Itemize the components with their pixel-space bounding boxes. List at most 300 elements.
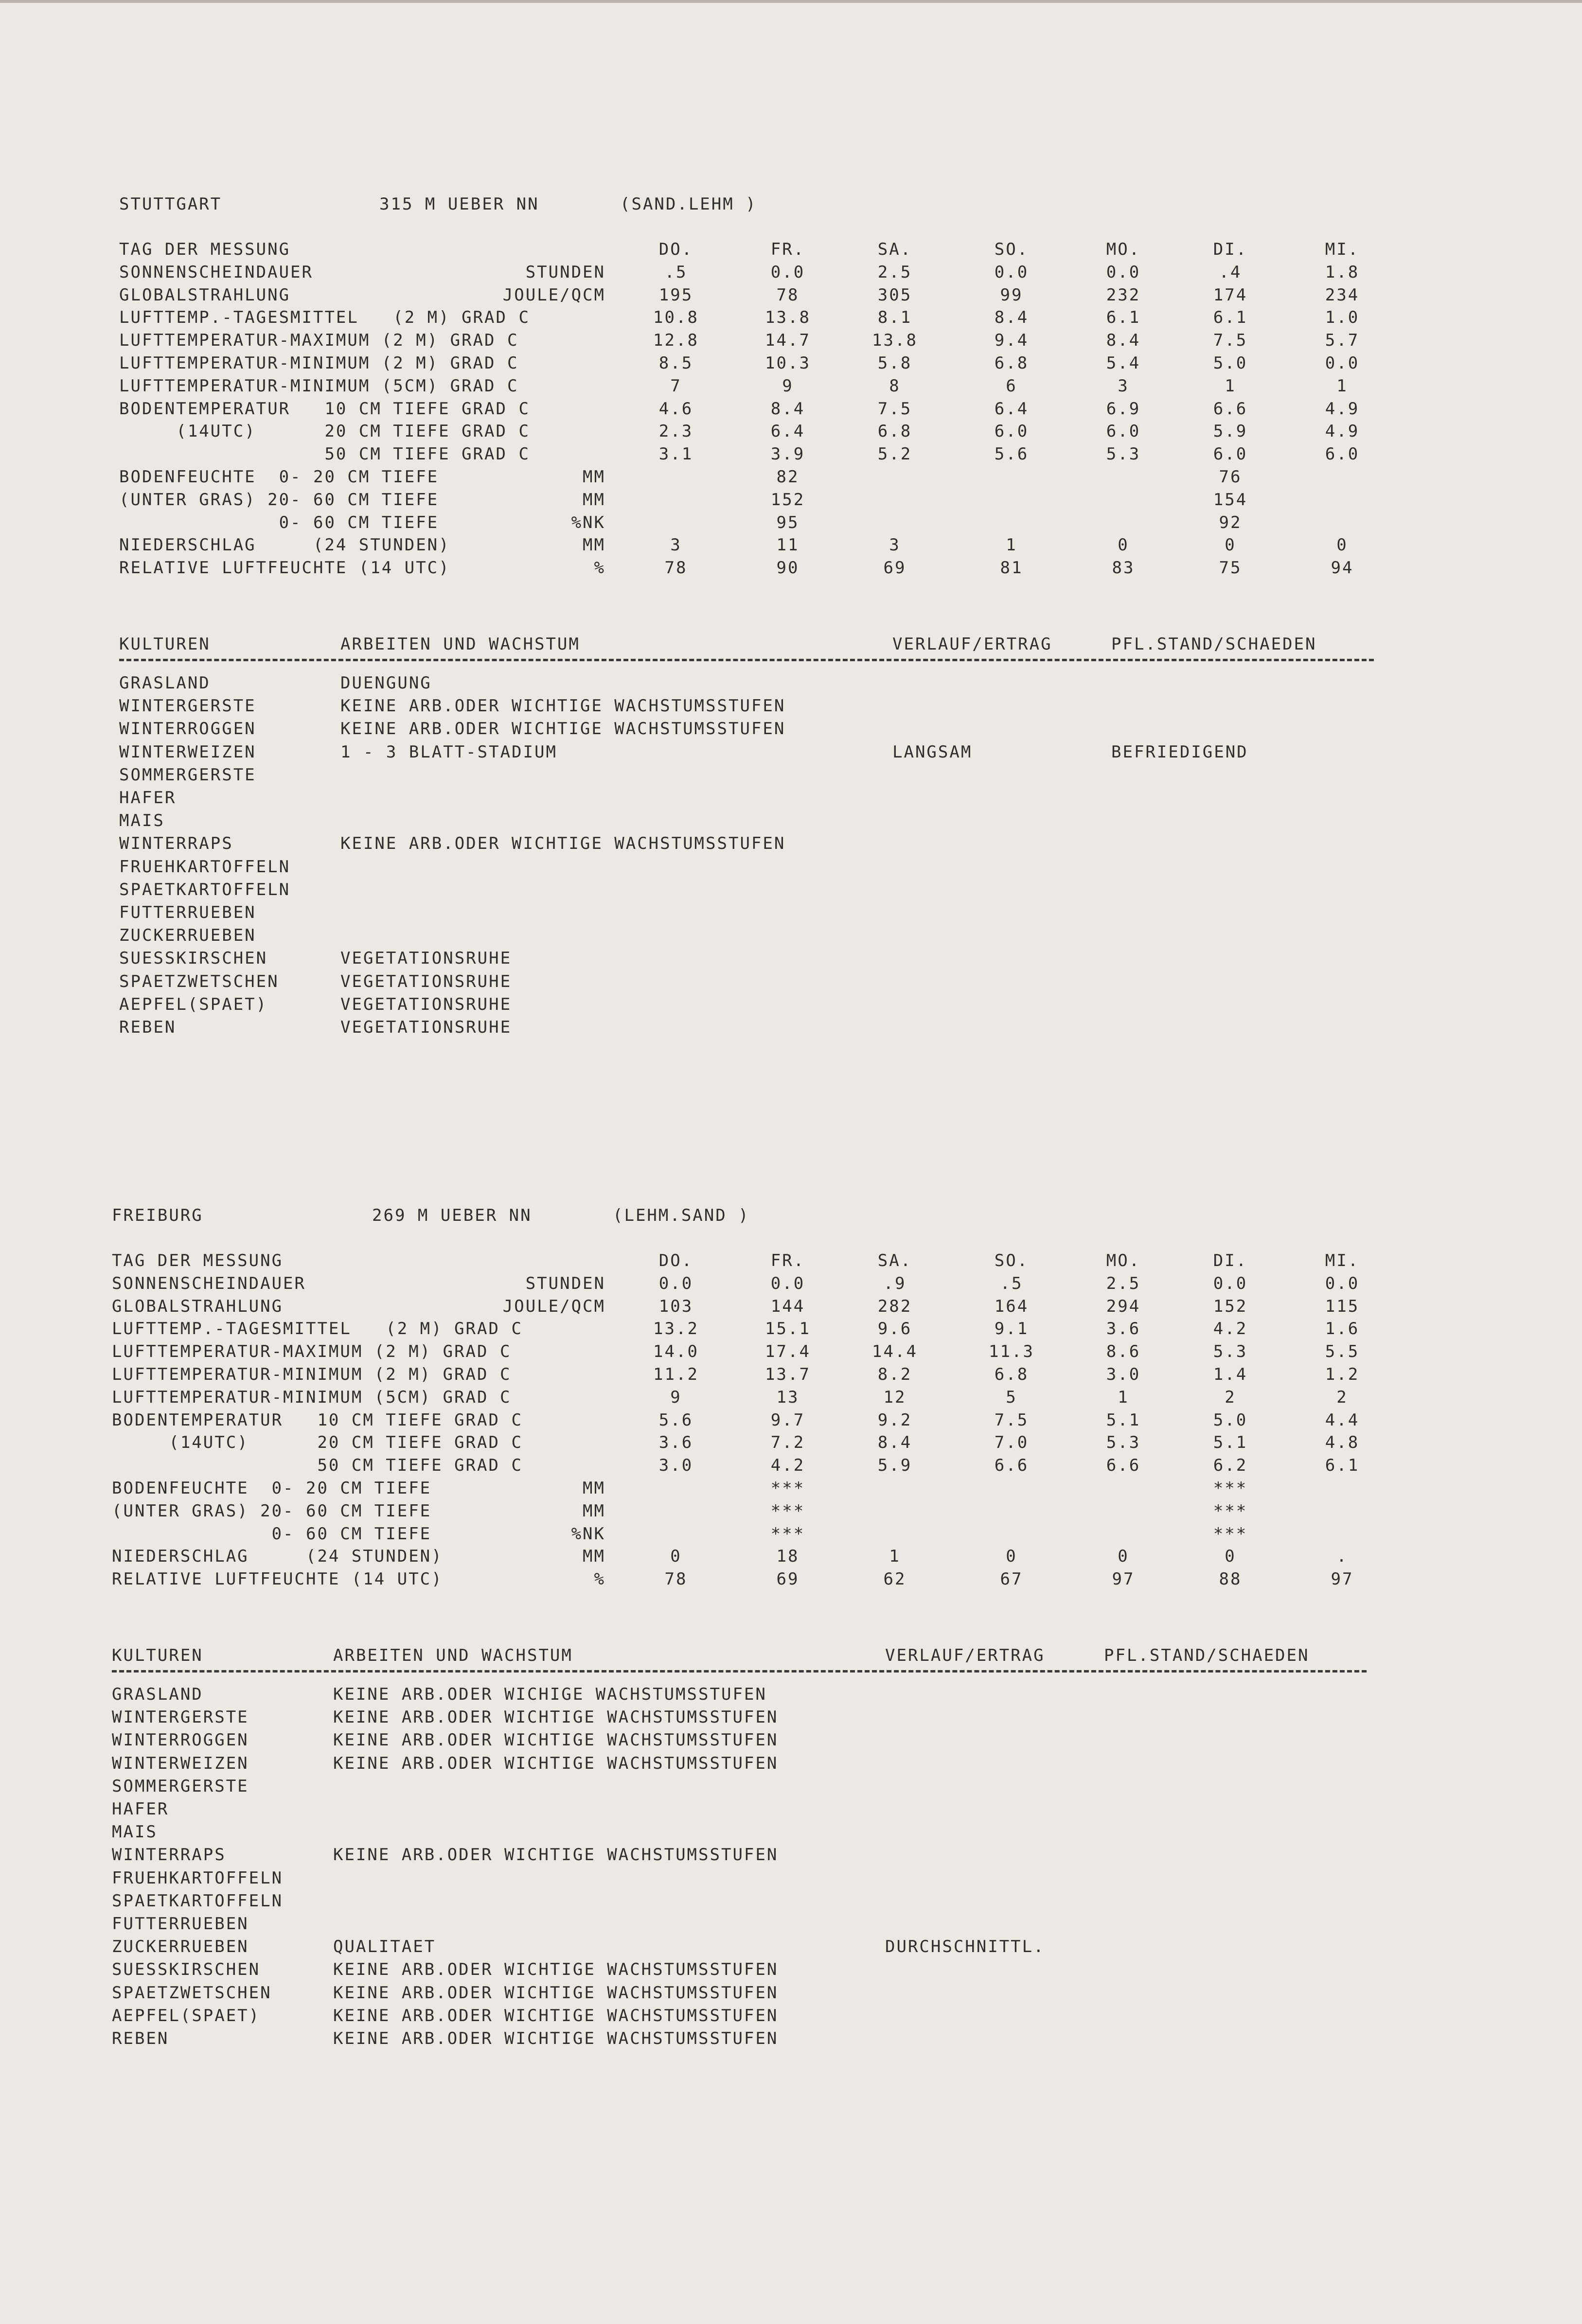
crop-row	[0, 2029, 1582, 2048]
crop-row	[0, 972, 1582, 991]
measurement-unit: JOULE/QCM	[502, 1296, 605, 1316]
measurement-value: 7.5	[994, 1410, 1029, 1430]
measurement-value: ***	[770, 1524, 805, 1544]
crop-row	[0, 1983, 1582, 2003]
measurement-value: 5.9	[1213, 422, 1248, 441]
crop-row	[0, 1914, 1582, 1934]
crop-name: WINTERGERSTE	[112, 1708, 249, 1727]
measurement-value: 9.6	[877, 1319, 912, 1339]
day-header-0: DO.	[658, 240, 693, 259]
measurement-value: 9.7	[770, 1410, 805, 1430]
measurement-value: 88	[1219, 1569, 1242, 1589]
measurement-value: 0.0	[1325, 353, 1360, 373]
crop-work: KEINE ARB.ODER WICHTIGE WACHSTUMSSTUFEN	[333, 1708, 779, 1727]
measurement-value: 9.4	[994, 331, 1029, 351]
measurement-label: (UNTER GRAS) 20- 60 CM TIEFE	[112, 1501, 432, 1521]
measurement-value: 13.8	[872, 331, 918, 351]
measurement-row	[0, 1365, 1582, 1384]
measurement-value: 152	[1213, 1296, 1248, 1316]
measurement-row	[0, 1319, 1582, 1338]
crops-header-col3: VERLAUF/ERTRAG	[885, 1646, 1045, 1665]
measurement-value: 9	[782, 376, 794, 396]
measurement-value: 6.8	[994, 1365, 1029, 1384]
station-section-0	[0, 194, 1582, 1313]
measurement-value: .4	[1219, 262, 1242, 282]
measurement-value: 6.1	[1213, 308, 1248, 328]
crop-row	[0, 880, 1582, 899]
row-header-label: TAG DER MESSUNG	[112, 1251, 284, 1270]
measurement-row	[0, 1388, 1582, 1407]
measurement-value: 7.2	[770, 1433, 805, 1453]
crop-name: ZUCKERRUEBEN	[112, 1937, 249, 1957]
measurement-value: 81	[1000, 558, 1023, 578]
measurement-value: 9.1	[994, 1319, 1029, 1339]
crops-header-col1: KULTUREN	[112, 1646, 203, 1665]
crops-header-divider	[119, 659, 1374, 661]
crop-work: VEGETATIONSRUHE	[340, 1018, 512, 1037]
measurement-value: 4.2	[770, 1456, 805, 1476]
crop-row	[0, 673, 1582, 693]
measurement-value: 5.3	[1106, 1433, 1141, 1453]
crop-name: WINTERWEIZEN	[119, 742, 256, 762]
crop-name: SPAETZWETSCHEN	[119, 971, 279, 991]
measurement-value: 13.8	[765, 308, 811, 328]
measurement-value: 0	[1006, 1547, 1017, 1567]
measurement-label: LUFTTEMPERATUR-MINIMUM (2 M) GRAD C	[112, 1365, 512, 1384]
measurement-value: 5.1	[1106, 1410, 1141, 1430]
measurement-value: 6.1	[1106, 308, 1141, 328]
crop-work: KEINE ARB.ODER WICHTIGE WACHSTUMSSTUFEN	[333, 1845, 779, 1865]
measurement-value: .5	[664, 262, 688, 282]
crop-work: VEGETATIONSRUHE	[340, 971, 512, 991]
crop-course: LANGSAM	[892, 742, 973, 762]
crop-work: KEINE ARB.ODER WICHTIGE WACHSTUMSSTUFEN	[333, 2029, 779, 2048]
measurement-label: LUFTTEMPERATUR-MAXIMUM (2 M) GRAD C	[119, 331, 519, 351]
day-header-row	[0, 240, 1582, 259]
measurement-value: .9	[883, 1273, 907, 1293]
measurement-value: 195	[658, 285, 693, 305]
measurement-value: 8.4	[994, 308, 1029, 328]
crops-header-row	[0, 634, 1582, 654]
measurement-label: 50 CM TIEFE GRAD C	[112, 1456, 523, 1476]
crop-row	[0, 1018, 1582, 1037]
measurement-value: 5.4	[1106, 353, 1141, 373]
measurement-value: 4.9	[1325, 422, 1360, 441]
measurement-unit: %NK	[571, 1524, 605, 1544]
day-header-4: MO.	[1106, 1251, 1141, 1270]
measurement-value: 5.5	[1325, 1342, 1360, 1362]
measurement-unit: %	[594, 1569, 605, 1589]
measurement-value: 6.0	[1325, 444, 1360, 464]
measurement-value: 3	[889, 535, 901, 555]
measurement-value: 5.0	[1213, 1410, 1248, 1430]
measurement-value: 6.1	[1325, 1456, 1360, 1476]
crop-name: FUTTERRUEBEN	[112, 1914, 249, 1934]
crop-name: WINTERRAPS	[119, 834, 233, 854]
crop-row	[0, 1685, 1582, 1704]
page-top-edge	[0, 0, 1582, 3]
measurement-label: BODENFEUCHTE 0- 20 CM TIEFE	[112, 1479, 432, 1498]
crop-row	[0, 1845, 1582, 1865]
measurement-value: 3.0	[658, 1456, 693, 1476]
measurement-unit: STUNDEN	[525, 262, 605, 282]
measurement-label: GLOBALSTRAHLUNG	[119, 285, 291, 305]
crop-work: KEINE ARB.ODER WICHTIGE WACHSTUMSSTUFEN	[340, 719, 786, 739]
crop-course: DURCHSCHNITTL.	[885, 1937, 1045, 1957]
measurement-label: (UNTER GRAS) 20- 60 CM TIEFE	[119, 490, 439, 510]
measurement-value: 4.4	[1325, 1410, 1360, 1430]
measurement-row	[0, 444, 1582, 464]
crop-row	[0, 834, 1582, 853]
measurement-value: 14.7	[765, 331, 811, 351]
crop-row	[0, 811, 1582, 830]
measurement-label: LUFTTEMPERATUR-MINIMUM (5CM) GRAD C	[112, 1387, 512, 1407]
crop-name: REBEN	[112, 2029, 169, 2048]
measurement-unit: MM	[583, 1479, 605, 1498]
measurement-value: 3.0	[1106, 1365, 1141, 1384]
crop-work: KEINE ARB.ODER WICHTIGE WACHSTUMSSTUFEN	[333, 1753, 779, 1773]
measurement-value: 69	[776, 1569, 800, 1589]
day-header-3: SO.	[994, 1251, 1029, 1270]
measurement-label: SONNENSCHEINDAUER	[119, 262, 313, 282]
measurement-value: 78	[664, 1569, 688, 1589]
measurement-value: 8	[889, 376, 901, 396]
measurement-value: 0.0	[770, 262, 805, 282]
measurement-row	[0, 513, 1582, 532]
measurement-value: 8.5	[658, 353, 693, 373]
crop-name: WINTERGERSTE	[119, 696, 256, 716]
measurement-value: 5.7	[1325, 331, 1360, 351]
measurement-value: ***	[1213, 1479, 1248, 1498]
crop-row	[0, 857, 1582, 877]
day-header-3: SO.	[994, 240, 1029, 259]
measurement-label: BODENTEMPERATUR 10 CM TIEFE GRAD C	[119, 399, 530, 419]
measurement-value: 9.2	[877, 1410, 912, 1430]
measurement-value: 7.5	[1213, 331, 1248, 351]
measurement-unit: JOULE/QCM	[502, 285, 605, 305]
measurement-value: 2.5	[1106, 1273, 1141, 1293]
measurement-row	[0, 285, 1582, 305]
crop-name: GRASLAND	[112, 1685, 203, 1704]
measurement-value: 13.2	[653, 1319, 699, 1339]
measurement-value: 14.0	[653, 1342, 699, 1362]
measurement-row	[0, 1569, 1582, 1589]
measurement-value: 5.3	[1213, 1342, 1248, 1362]
measurement-row	[0, 1274, 1582, 1293]
measurement-value: 97	[1112, 1569, 1135, 1589]
crop-row	[0, 995, 1582, 1014]
crop-name: HAFER	[112, 1799, 169, 1819]
measurement-label: BODENFEUCHTE 0- 20 CM TIEFE	[119, 467, 439, 487]
measurement-value: 6	[1006, 376, 1017, 396]
crop-work: KEINE ARB.ODER WICHTIGE WACHSTUMSSTUFEN	[340, 696, 786, 716]
measurement-value: 11.3	[989, 1342, 1034, 1362]
measurement-unit: %NK	[571, 512, 605, 532]
crop-row	[0, 788, 1582, 808]
measurement-label: RELATIVE LUFTFEUCHTE (14 UTC)	[112, 1569, 443, 1589]
crop-name: AEPFEL(SPAET)	[119, 994, 268, 1014]
measurement-value: 3	[1118, 376, 1129, 396]
crop-row	[0, 1777, 1582, 1796]
measurement-value: 18	[776, 1547, 800, 1567]
measurement-value: 1	[1225, 376, 1236, 396]
crop-work: 1 - 3 BLATT-STADIUM	[340, 742, 557, 762]
measurement-value: 164	[994, 1296, 1029, 1316]
crops-header-col3: VERLAUF/ERTRAG	[892, 634, 1052, 654]
crop-row	[0, 765, 1582, 785]
measurement-value: 4.6	[658, 399, 693, 419]
crop-row	[0, 1960, 1582, 1979]
day-header-4: MO.	[1106, 240, 1141, 259]
measurement-value: 115	[1325, 1296, 1360, 1316]
measurement-value: .	[1336, 1547, 1348, 1567]
measurement-value: 4.9	[1325, 399, 1360, 419]
measurement-label: (14UTC) 20 CM TIEFE GRAD C	[119, 422, 530, 441]
crop-name: REBEN	[119, 1018, 177, 1037]
measurement-label: SONNENSCHEINDAUER	[112, 1273, 306, 1293]
crop-row	[0, 2006, 1582, 2025]
measurement-value: ***	[1213, 1524, 1248, 1544]
measurement-value: 6.4	[994, 399, 1029, 419]
measurement-row	[0, 308, 1582, 327]
day-header-6: MI.	[1325, 1251, 1360, 1270]
measurement-row	[0, 467, 1582, 487]
measurement-value: 1.0	[1325, 308, 1360, 328]
crop-name: WINTERROGGEN	[119, 719, 256, 739]
measurement-label: LUFTTEMPERATUR-MINIMUM (2 M) GRAD C	[119, 353, 519, 373]
crop-row	[0, 1708, 1582, 1727]
measurement-value: 10.3	[765, 353, 811, 373]
crop-row	[0, 926, 1582, 945]
measurement-value: 5.2	[877, 444, 912, 464]
crop-row	[0, 903, 1582, 922]
measurement-row	[0, 422, 1582, 441]
measurement-value: 0.0	[770, 1273, 805, 1293]
measurement-value: 3.6	[658, 1433, 693, 1453]
crop-name: SUESSKIRSCHEN	[119, 949, 268, 968]
measurement-value: 144	[770, 1296, 805, 1316]
measurement-value: 3.1	[658, 444, 693, 464]
measurement-row	[0, 263, 1582, 282]
measurement-label: LUFTTEMPERATUR-MAXIMUM (2 M) GRAD C	[112, 1342, 512, 1362]
crop-row	[0, 696, 1582, 716]
measurement-unit: MM	[583, 1547, 605, 1567]
crops-header-row	[0, 1646, 1582, 1665]
measurement-value: 10.8	[653, 308, 699, 328]
measurement-value: 6.6	[1213, 399, 1248, 419]
measurement-value: 8.1	[877, 308, 912, 328]
measurement-row	[0, 353, 1582, 373]
measurement-row	[0, 490, 1582, 510]
measurement-value: 2.5	[877, 262, 912, 282]
measurement-value: 2	[1336, 1387, 1348, 1407]
crop-row	[0, 742, 1582, 762]
crop-name: SPAETKARTOFFELN	[119, 880, 291, 899]
measurement-value: 1	[889, 1547, 901, 1567]
measurement-value: 1.4	[1213, 1365, 1248, 1384]
measurement-value: 78	[664, 558, 688, 578]
measurement-value: 82	[776, 467, 800, 487]
crop-name: SOMMERGERSTE	[112, 1776, 249, 1796]
crop-name: SPAETKARTOFFELN	[112, 1891, 284, 1911]
station-soil: (LEHM.SAND )	[613, 1206, 750, 1225]
crop-name: WINTERWEIZEN	[112, 1753, 249, 1773]
crop-work: DUENGUNG	[340, 673, 432, 693]
measurement-value: 11.2	[653, 1365, 699, 1384]
measurement-value: 0	[1118, 535, 1129, 555]
measurement-value: 6.4	[770, 422, 805, 441]
measurement-value: 9	[670, 1387, 682, 1407]
measurement-value: 5.1	[1213, 1433, 1248, 1453]
measurement-value: ***	[1213, 1501, 1248, 1521]
measurement-value: 2	[1225, 1387, 1236, 1407]
measurement-value: 4.2	[1213, 1319, 1248, 1339]
crop-work: QUALITAET	[333, 1937, 436, 1957]
measurement-value: 97	[1331, 1569, 1354, 1589]
day-header-row	[0, 1251, 1582, 1270]
measurement-value: 0	[1336, 535, 1348, 555]
crop-row	[0, 1891, 1582, 1911]
crop-row	[0, 949, 1582, 968]
measurement-value: 232	[1106, 285, 1141, 305]
measurement-row	[0, 1297, 1582, 1316]
crop-work: KEINE ARB.ODER WICHTIGE WACHSTUMSSTUFEN	[333, 1730, 779, 1750]
measurement-value: 6.0	[1106, 422, 1141, 441]
crop-name: WINTERROGGEN	[112, 1730, 249, 1750]
crops-header-col1: KULTUREN	[119, 634, 211, 654]
crop-row	[0, 1868, 1582, 1888]
crop-row	[0, 1730, 1582, 1750]
measurement-value: 8.4	[770, 399, 805, 419]
measurement-row	[0, 558, 1582, 578]
measurement-value: 3	[670, 535, 682, 555]
measurement-value: 14.4	[872, 1342, 918, 1362]
crop-row	[0, 719, 1582, 739]
measurement-value: 11	[776, 535, 800, 555]
measurement-value: 305	[877, 285, 912, 305]
crop-work: KEINE ARB.ODER WICHTIGE WACHSTUMSSTUFEN	[333, 2006, 779, 2025]
measurement-label: 0- 60 CM TIEFE	[119, 512, 439, 532]
measurement-value: 90	[776, 558, 800, 578]
measurement-value: 1	[1118, 1387, 1129, 1407]
measurement-label: 50 CM TIEFE GRAD C	[119, 444, 530, 464]
station-soil: (SAND.LEHM )	[620, 194, 757, 214]
measurement-value: 0	[1118, 1547, 1129, 1567]
measurement-value: 76	[1219, 467, 1242, 487]
station-header	[0, 194, 1582, 214]
measurement-value: 234	[1325, 285, 1360, 305]
station-elevation: 269 M UEBER NN	[372, 1206, 532, 1225]
crops-header-col4: PFL.STAND/SCHAEDEN	[1111, 634, 1317, 654]
measurement-value: 0.0	[1213, 1273, 1248, 1293]
crops-header-divider	[112, 1670, 1367, 1673]
measurement-value: 6.0	[994, 422, 1029, 441]
measurement-value: 5.8	[877, 353, 912, 373]
measurement-label: NIEDERSCHLAG (24 STUNDEN)	[112, 1547, 443, 1567]
measurement-value: 69	[883, 558, 907, 578]
measurement-value: 15.1	[765, 1319, 811, 1339]
measurement-unit: STUNDEN	[525, 1273, 605, 1293]
measurement-value: ***	[770, 1501, 805, 1521]
crops-header-col2: ARBEITEN UND WACHSTUM	[333, 1646, 573, 1665]
measurement-value: 7	[670, 376, 682, 396]
crop-work: KEINE ARB.ODER WICHIGE WACHSTUMSSTUFEN	[333, 1685, 767, 1704]
crop-work: VEGETATIONSRUHE	[340, 994, 512, 1014]
measurement-value: 8.4	[1106, 331, 1141, 351]
measurement-value: 0	[670, 1547, 682, 1567]
measurement-value: 17.4	[765, 1342, 811, 1362]
crop-name: SPAETZWETSCHEN	[112, 1983, 272, 2003]
measurement-row	[0, 1410, 1582, 1430]
measurement-value: 62	[883, 1569, 907, 1589]
crop-name: FUTTERRUEBEN	[119, 903, 256, 922]
measurement-value: 13.7	[765, 1365, 811, 1384]
crop-row	[0, 1754, 1582, 1773]
measurement-value: 103	[658, 1296, 693, 1316]
measurement-row	[0, 1456, 1582, 1475]
measurement-value: .5	[1000, 1273, 1023, 1293]
measurement-value: 6.6	[1106, 1456, 1141, 1476]
crop-name: SOMMERGERSTE	[119, 765, 256, 785]
measurement-unit: MM	[583, 490, 605, 510]
measurement-label: LUFTTEMPERATUR-MINIMUM (5CM) GRAD C	[119, 376, 519, 396]
measurement-row	[0, 535, 1582, 555]
measurement-row	[0, 1433, 1582, 1452]
measurement-value: 95	[776, 512, 800, 532]
measurement-value: 0	[1225, 535, 1236, 555]
crop-row	[0, 1799, 1582, 1819]
measurement-value: 67	[1000, 1569, 1023, 1589]
crop-name: SUESSKIRSCHEN	[112, 1960, 261, 1980]
measurement-value: 3.6	[1106, 1319, 1141, 1339]
measurement-value: 154	[1213, 490, 1248, 510]
measurement-value: 7.5	[877, 399, 912, 419]
day-header-0: DO.	[658, 1251, 693, 1270]
measurement-label: LUFTTEMP.-TAGESMITTEL (2 M) GRAD C	[112, 1319, 523, 1339]
measurement-row	[0, 1342, 1582, 1361]
measurement-label: GLOBALSTRAHLUNG	[112, 1296, 284, 1316]
measurement-value: 0.0	[994, 262, 1029, 282]
station-name: FREIBURG	[112, 1206, 203, 1225]
measurement-value: 0.0	[1106, 262, 1141, 282]
measurement-unit: MM	[583, 1501, 605, 1521]
measurement-row	[0, 1524, 1582, 1544]
crop-row	[0, 1822, 1582, 1842]
measurement-row	[0, 1501, 1582, 1521]
measurement-value: 1.6	[1325, 1319, 1360, 1339]
station-header	[0, 1206, 1582, 1225]
station-section-1	[0, 1206, 1582, 2324]
measurement-row	[0, 1479, 1582, 1498]
crop-name: GRASLAND	[119, 673, 211, 693]
measurement-value: 282	[877, 1296, 912, 1316]
measurement-value: 13	[776, 1387, 800, 1407]
crop-work: KEINE ARB.ODER WICHTIGE WACHSTUMSSTUFEN	[340, 834, 786, 854]
measurement-label: NIEDERSCHLAG (24 STUNDEN)	[119, 535, 450, 555]
measurement-value: 1.2	[1325, 1365, 1360, 1384]
day-header-2: SA.	[877, 240, 912, 259]
day-header-1: FR.	[770, 1251, 805, 1270]
crop-work: VEGETATIONSRUHE	[340, 949, 512, 968]
measurement-value: 94	[1331, 558, 1354, 578]
measurement-row	[0, 399, 1582, 419]
measurement-value: 1	[1006, 535, 1017, 555]
measurement-label: LUFTTEMP.-TAGESMITTEL (2 M) GRAD C	[119, 308, 530, 328]
measurement-value: 6.2	[1213, 1456, 1248, 1476]
measurement-value: 6.8	[994, 353, 1029, 373]
measurement-row	[0, 331, 1582, 350]
measurement-value: 0.0	[658, 1273, 693, 1293]
